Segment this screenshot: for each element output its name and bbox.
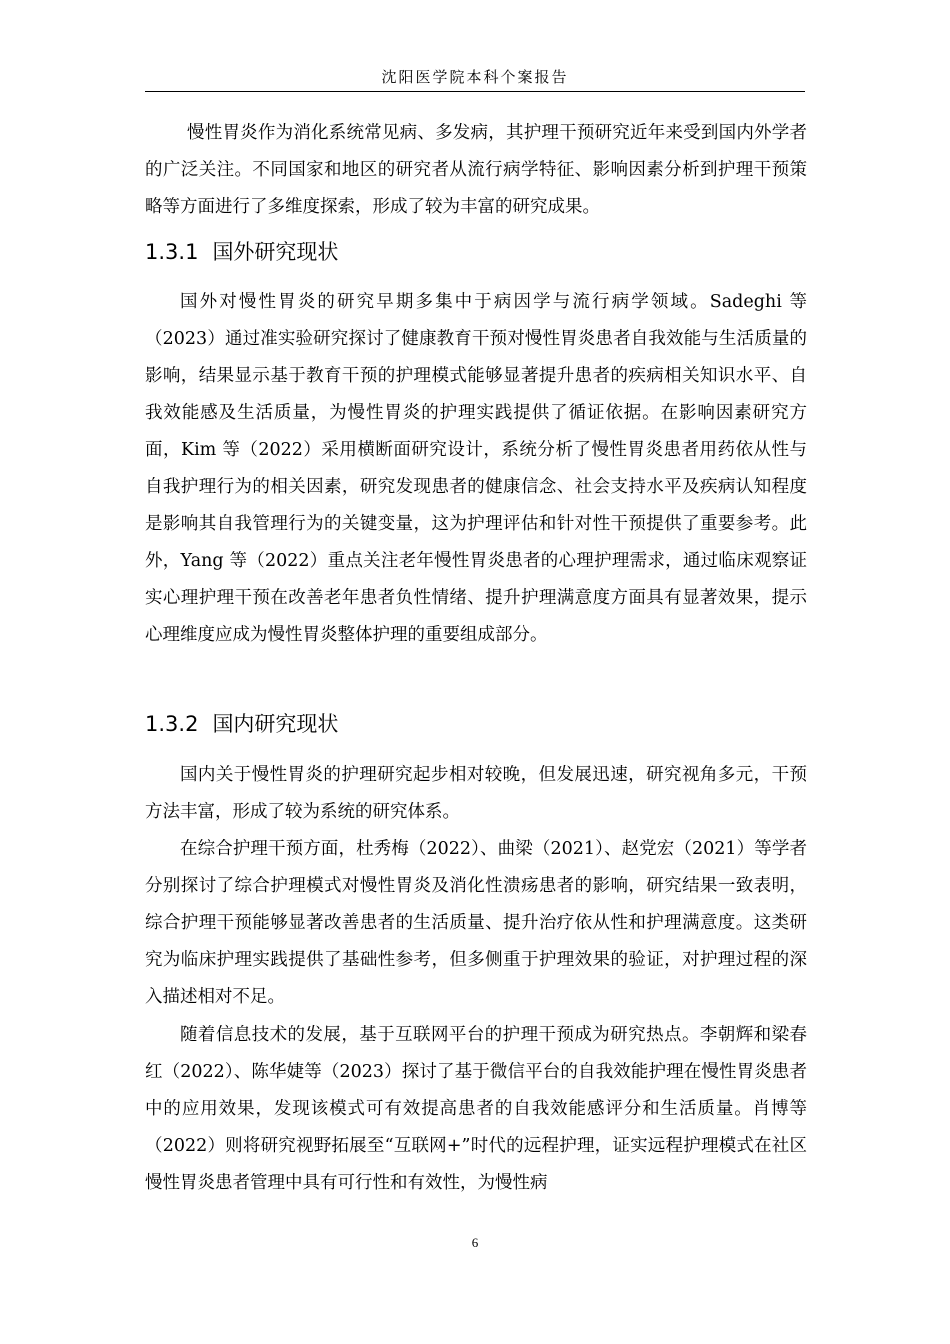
foreign-research-paragraph: 国外对慢性胃炎的研究早期多集中于病因学与流行病学领域。Sadeghi 等（2023）通过准实验研究探讨了健康教育干预对慢性胃炎患者自我效能与生活质量的影响，结果显示基于教育干预的护理模式能够显著提升患者的疾病相关知识水平、自我效能感及生活质量，为慢性胃炎的护理实践提供了循证依据。在影响因素研究方面，Kim 等（2022）采用横断面研究设计，系统分析了慢性胃炎患者用药依从性与自我护理行为的相关因素，研究发现患者的健康信念、社会支持水平及疾病认知程度是影响其自我管理行为的关键变量，这为护理评估和针对性干预提供了重要参考。此外，Yang 等（2022）重点关注老年慢性胃炎患者的心理护理需求，通过临床观察证实心理护理干预在改善老年患者负性情绪、提升护理满意度方面具有显著效果，提示心理维度应成为慢性胃炎整体护理的重要组成部分。: [145, 292, 807, 645]
section-title: 国内研究现状: [212, 712, 339, 736]
section-heading-domestic: [145, 708, 338, 738]
section-heading-foreign: [145, 236, 338, 266]
running-header: 沈阳医学院本科个案报告: [381, 68, 569, 86]
section-number: 1.3.1: [145, 240, 199, 264]
header-rule: [145, 91, 805, 92]
section-number: 1.3.2: [145, 712, 199, 736]
intro-paragraph: 慢性胃炎作为消化系统常见病、多发病，其护理干预研究近年来受到国内外学者的广泛关注。不同国家和地区的研究者从流行病学特征、影响因素分析到护理干预策略等方面进行了多维度探索，形成了较为丰富的研究成果。: [145, 123, 807, 217]
domestic-comprehensive-paragraph: 在综合护理干预方面，杜秀梅（2022）、曲梁（2021）、赵党宏（2021）等学者分别探讨了综合护理模式对慢性胃炎及消化性溃疡患者的影响，研究结果一致表明，综合护理干预能够显著改善患者的生活质量、提升治疗依从性和护理满意度。这类研究为临床护理实践提供了基础性参考，但多侧重于护理效果的验证，对护理过程的深入描述相对不足。: [145, 839, 807, 1007]
domestic-intro-paragraph: 国内关于慢性胃炎的护理研究起步相对较晚，但发展迅速，研究视角多元，干预方法丰富，形成了较为系统的研究体系。: [145, 765, 807, 822]
domestic-internet-paragraph: 随着信息技术的发展，基于互联网平台的护理干预成为研究热点。李朝辉和梁春红（2022）、陈华婕等（2023）探讨了基于微信平台的自我效能护理在慢性胃炎患者中的应用效果，发现该模式可有效提高患者的自我效能感评分和生活质量。肖博等（2022）则将研究视野拓展至“互联网+”时代的远程护理，证实远程护理模式在社区慢性胃炎患者管理中具有可行性和有效性，为慢性病: [145, 1025, 807, 1193]
section-title: 国外研究现状: [212, 240, 339, 264]
page-number: 6: [471, 1235, 479, 1250]
